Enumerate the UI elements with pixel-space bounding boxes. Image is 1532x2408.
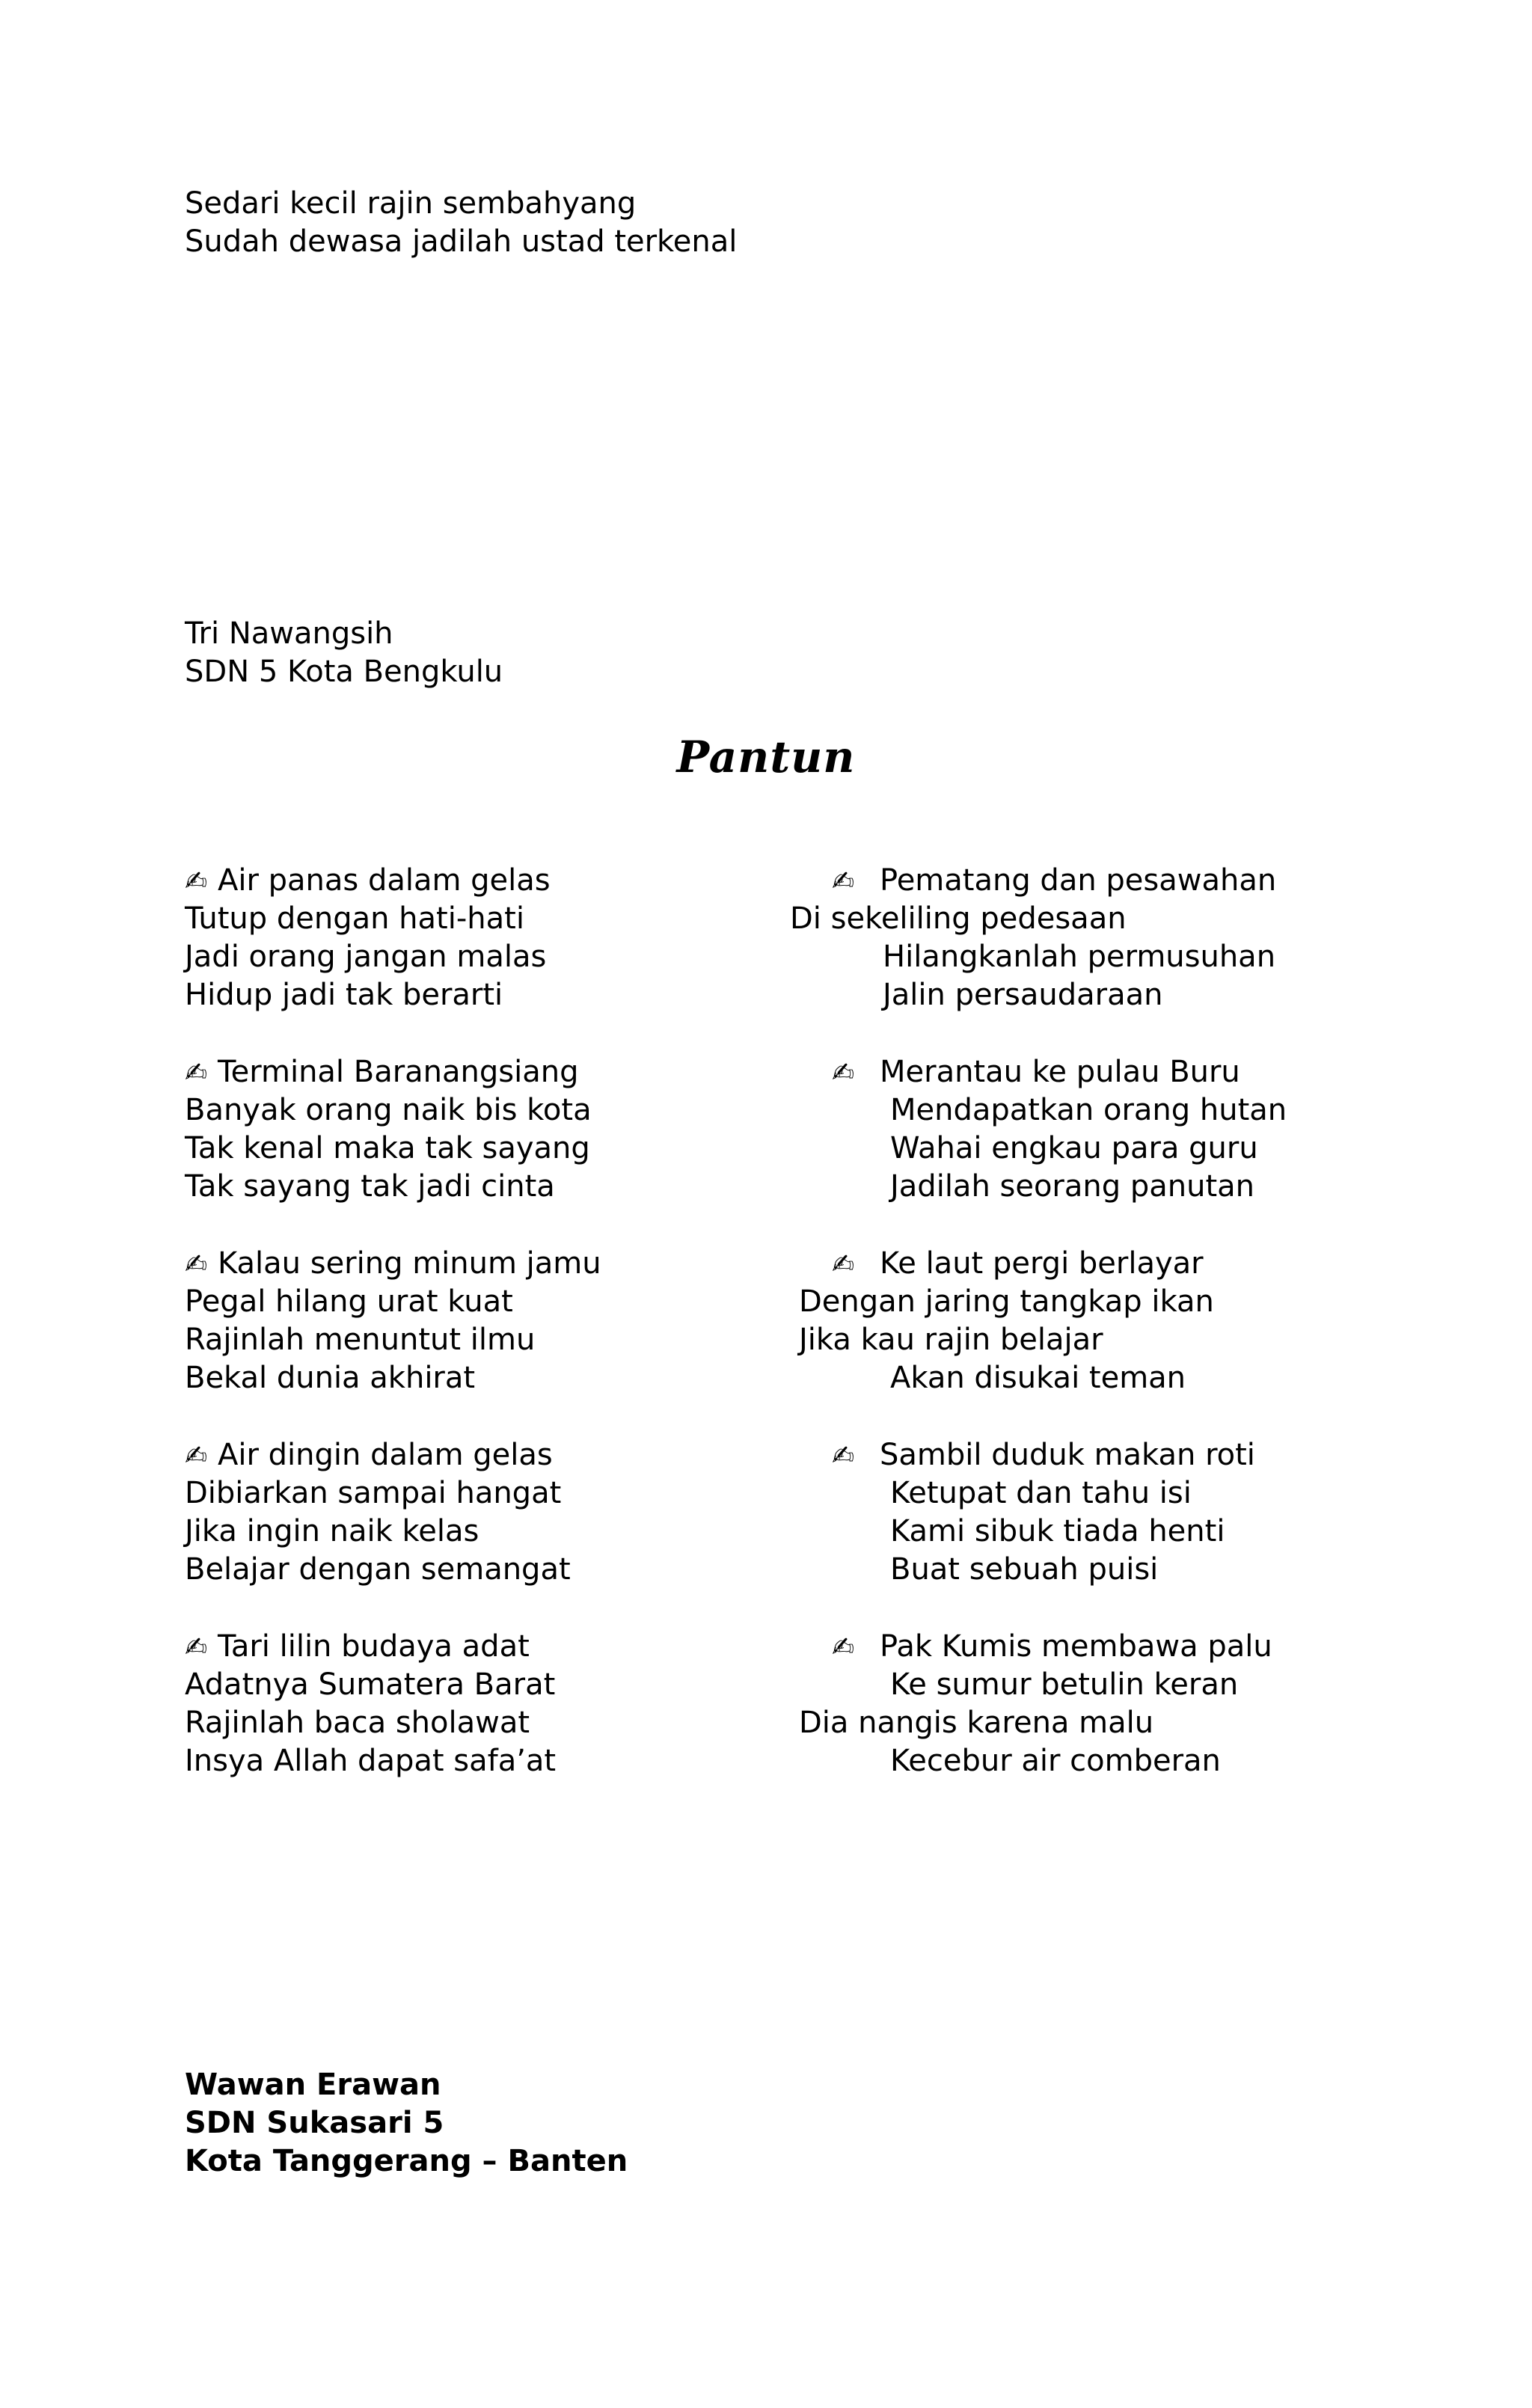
pantun-line-text: Kalau sering minum jamu xyxy=(218,1246,601,1281)
page-title: Pantun xyxy=(676,732,856,782)
pantun-line-text: Air dingin dalam gelas xyxy=(218,1438,553,1472)
pantun-line xyxy=(185,1359,475,1397)
pantun-line xyxy=(832,862,1276,901)
writing-hand-icon: ✍ xyxy=(185,1441,208,1471)
author-credit-1 xyxy=(185,615,503,691)
writing-hand-icon: ✍ xyxy=(832,1058,855,1088)
pantun-line xyxy=(185,1245,601,1284)
pantun-line-text: Pegal hilang urat kuat xyxy=(185,1284,513,1319)
pantun-line-text: Adatnya Sumatera Barat xyxy=(185,1667,556,1702)
poem-line: Sedari kecil rajin sembahyang xyxy=(185,186,637,221)
pantun-line xyxy=(185,900,524,938)
pantun-line-text: Tak sayang tak jadi cinta xyxy=(185,1169,555,1204)
pantun-line-text: Akan disukai teman xyxy=(890,1361,1186,1395)
previous-poem-ending xyxy=(185,185,737,261)
pantun-line xyxy=(883,976,1162,1014)
pantun-line xyxy=(185,1551,571,1589)
pantun-line-text: Hidup jadi tak berarti xyxy=(185,978,503,1012)
pantun-line xyxy=(185,1168,555,1206)
pantun-line-text: Bekal dunia akhirat xyxy=(185,1361,476,1395)
pantun-line-text: Rajinlah baca sholawat xyxy=(185,1706,530,1740)
pantun-line xyxy=(890,1666,1238,1704)
pantun-line xyxy=(890,1742,1221,1780)
pantun-line xyxy=(799,1321,1103,1359)
pantun-line xyxy=(185,1513,479,1551)
pantun-line-text: Hilangkanlah permusuhan xyxy=(883,940,1276,974)
pantun-line xyxy=(185,1704,530,1742)
pantun-line xyxy=(185,1321,535,1359)
pantun-line-text: Kami sibuk tiada henti xyxy=(890,1514,1225,1548)
pantun-line xyxy=(799,1704,1153,1742)
writing-hand-icon: ✍ xyxy=(832,1249,855,1280)
pantun-line-text: Dibiarkan sampai hangat xyxy=(185,1476,562,1510)
writing-hand-icon: ✍ xyxy=(185,866,208,897)
pantun-line-text: Jalin persaudaraan xyxy=(883,978,1163,1012)
pantun-line xyxy=(890,1130,1258,1168)
pantun-line xyxy=(890,1551,1158,1589)
pantun-line xyxy=(185,1130,590,1168)
pantun-line-text: Buat sebuah puisi xyxy=(890,1552,1159,1587)
pantun-line xyxy=(185,938,546,976)
pantun-line-text: Kecebur air comberan xyxy=(890,1744,1221,1778)
pantun-line xyxy=(832,1628,1272,1667)
pantun-line-text: Merantau ke pulau Buru xyxy=(880,1055,1240,1089)
poem-line: Sudah dewasa jadilah ustad terkenal xyxy=(185,224,738,259)
writing-hand-icon: ✍ xyxy=(185,1058,208,1088)
pantun-line-text: Jika kau rajin belajar xyxy=(799,1323,1103,1357)
pantun-line xyxy=(185,1091,592,1130)
pantun-line xyxy=(185,1474,561,1513)
pantun-line xyxy=(185,1283,513,1321)
pantun-line xyxy=(890,1513,1225,1551)
pantun-line xyxy=(185,1742,556,1780)
writing-hand-icon: ✍ xyxy=(185,1632,208,1663)
pantun-line-text: Tari lilin budaya adat xyxy=(218,1629,530,1664)
pantun-line-text: Tutup dengan hati-hati xyxy=(185,901,524,936)
pantun-line xyxy=(790,900,1127,938)
pantun-line-text: Wahai engkau para guru xyxy=(890,1131,1258,1165)
pantun-line-text: Ketupat dan tahu isi xyxy=(890,1476,1192,1510)
writing-hand-icon: ✍ xyxy=(185,1249,208,1280)
pantun-line-text: Ke sumur betulin keran xyxy=(890,1667,1239,1702)
writing-hand-icon: ✍ xyxy=(832,1441,855,1471)
pantun-line-text: Ke laut pergi berlayar xyxy=(880,1246,1204,1281)
author-school: SDN 5 Kota Bengkulu xyxy=(185,655,503,689)
author-credit-2 xyxy=(185,2066,628,2181)
author-name: Tri Nawangsih xyxy=(185,616,393,651)
pantun-line-text: Belajar dengan semangat xyxy=(185,1552,571,1587)
pantun-line xyxy=(890,1168,1254,1206)
pantun-line-text: Air panas dalam gelas xyxy=(218,863,551,898)
pantun-line-text: Mendapatkan orang hutan xyxy=(890,1093,1287,1127)
author-city: Kota Tanggerang – Banten xyxy=(185,2144,628,2178)
pantun-line-text: Jadilah seorang panutan xyxy=(890,1169,1254,1204)
pantun-line xyxy=(890,1091,1287,1130)
pantun-line-text: Jika ingin naik kelas xyxy=(185,1514,479,1548)
pantun-line xyxy=(832,1245,1204,1284)
pantun-line-text: Insya Allah dapat safa’at xyxy=(185,1744,557,1778)
pantun-line xyxy=(832,1436,1255,1475)
pantun-line xyxy=(883,938,1275,976)
pantun-line xyxy=(185,862,551,901)
pantun-line xyxy=(832,1053,1240,1092)
pantun-line xyxy=(799,1283,1214,1321)
pantun-line-text: Terminal Baranangsiang xyxy=(218,1055,579,1089)
pantun-line xyxy=(890,1474,1192,1513)
pantun-line xyxy=(185,976,503,1014)
pantun-line-text: Banyak orang naik bis kota xyxy=(185,1093,592,1127)
author-name: Wawan Erawan xyxy=(185,2068,441,2102)
pantun-line-text: Tak kenal maka tak sayang xyxy=(185,1131,590,1165)
author-school: SDN Sukasari 5 xyxy=(185,2106,444,2140)
pantun-line-text: Dia nangis karena malu xyxy=(799,1706,1154,1740)
pantun-line-text: Sambil duduk makan roti xyxy=(880,1438,1255,1472)
pantun-line-text: Jadi orang jangan malas xyxy=(185,940,547,974)
pantun-line-text: Pak Kumis membawa palu xyxy=(880,1629,1272,1664)
pantun-line-text: Pematang dan pesawahan xyxy=(880,863,1277,898)
pantun-line xyxy=(890,1359,1186,1397)
writing-hand-icon: ✍ xyxy=(832,1632,855,1663)
pantun-line-text: Rajinlah menuntut ilmu xyxy=(185,1323,536,1357)
writing-hand-icon: ✍ xyxy=(832,866,855,897)
pantun-line-text: Dengan jaring tangkap ikan xyxy=(799,1284,1214,1319)
pantun-line xyxy=(185,1666,555,1704)
pantun-line xyxy=(185,1436,553,1475)
pantun-line xyxy=(185,1053,578,1092)
pantun-line-text: Di sekeliling pedesaan xyxy=(790,901,1127,936)
pantun-line xyxy=(185,1628,530,1667)
